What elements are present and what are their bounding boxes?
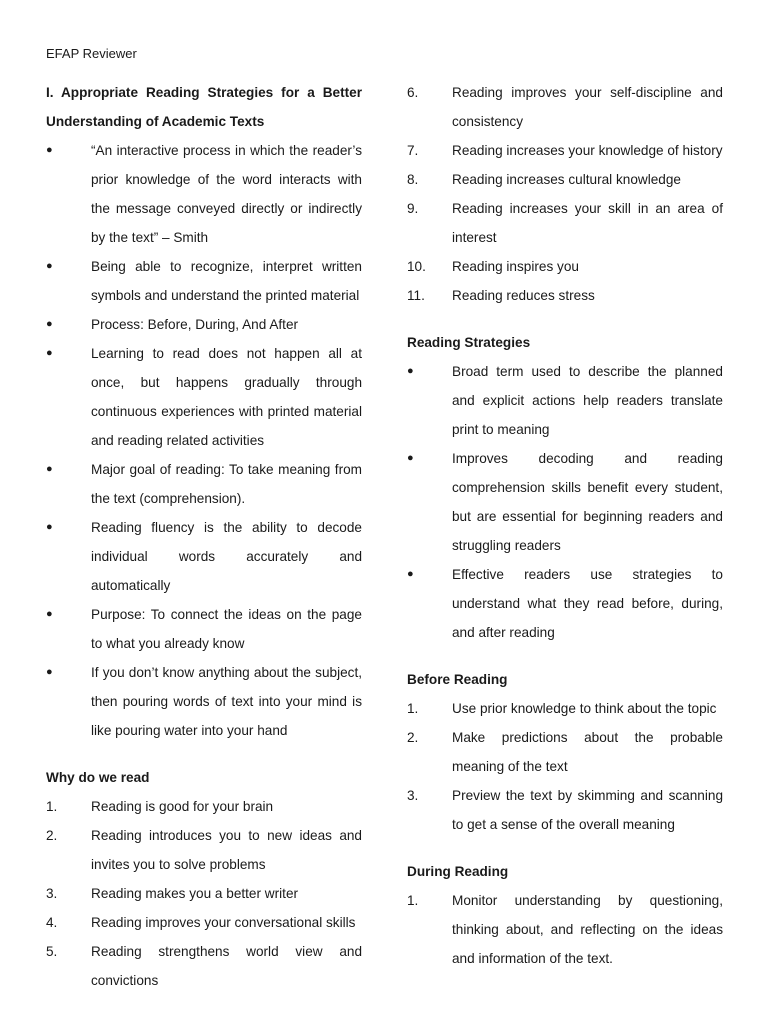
bullet-icon: ●: [46, 463, 53, 475]
section-title: I. Appropriate Reading Strategies for a Better Understanding of Academic Texts: [46, 85, 362, 129]
bullet-text: If you don’t know anything about the subject, then pouring words of text into your mind is like pouring water into your hand: [91, 665, 362, 738]
bullet-icon: ●: [407, 568, 414, 580]
bullet-item: [46, 658, 362, 745]
list-item: [407, 252, 723, 281]
list-item: [407, 723, 723, 781]
during-reading-list: [407, 886, 723, 973]
bullet-icon: ●: [46, 318, 53, 330]
item-text: Reading reduces stress: [452, 288, 595, 303]
list-item: [407, 136, 723, 165]
item-text: Use prior knowledge to think about the topic: [452, 701, 717, 716]
bullet-item: [407, 444, 723, 560]
bullet-icon: ●: [46, 144, 53, 156]
item-text: Reading improves your conversational skills: [91, 915, 356, 930]
item-text: Preview the text by skimming and scanning to get a sense of the overall meaning: [452, 788, 723, 832]
bullet-text: Improves decoding and reading comprehension skills benefit every student, but are essential for beginning readers and struggling readers: [452, 451, 723, 553]
bullet-icon: ●: [46, 608, 53, 620]
bullet-text: Reading fluency is the ability to decode individual words accurately and automatically: [91, 520, 362, 593]
item-text: Reading strengthens world view and convictions: [91, 944, 362, 988]
left-column: [46, 78, 362, 995]
item-number: 7.: [407, 143, 419, 158]
during-reading-heading: During Reading: [407, 864, 509, 879]
item-number: 5.: [46, 944, 58, 959]
bullet-text: Process: Before, During, And After: [91, 317, 299, 332]
list-item: [46, 879, 362, 908]
item-text: Reading introduces you to new ideas and invites you to solve problems: [91, 828, 362, 872]
item-number: 9.: [407, 201, 419, 216]
bullet-icon: ●: [46, 347, 53, 359]
item-number: 3.: [407, 788, 419, 803]
item-number: 1.: [407, 701, 419, 716]
item-number: 8.: [407, 172, 419, 187]
list-item: [46, 908, 362, 937]
item-number: 1.: [46, 799, 58, 814]
why-read-list: [46, 792, 362, 995]
list-item: [407, 281, 723, 310]
item-number: 2.: [46, 828, 58, 843]
before-reading-heading: Before Reading: [407, 672, 508, 687]
item-text: Reading increases your knowledge of history: [452, 143, 723, 158]
bullet-icon: ●: [46, 260, 53, 272]
bullet-item: [46, 455, 362, 513]
definition-bullet-list: [46, 136, 362, 745]
bullet-item: [407, 357, 723, 444]
bullet-icon: ●: [46, 521, 53, 533]
list-item: [407, 694, 723, 723]
right-column: [407, 78, 723, 973]
item-number: 10.: [407, 259, 426, 274]
item-number: 4.: [46, 915, 58, 930]
item-text: Reading improves your self-discipline and consistency: [452, 85, 723, 129]
bullet-text: Broad term used to describe the planned and explicit actions help readers translate print to meaning: [452, 364, 723, 437]
bullet-item: [46, 600, 362, 658]
item-number: 1.: [407, 893, 419, 908]
bullet-text: Effective readers use strategies to understand what they read before, during, and after reading: [452, 567, 723, 640]
list-item: [46, 792, 362, 821]
reading-strategies-heading: Reading Strategies: [407, 335, 531, 350]
item-text: Reading inspires you: [452, 259, 579, 274]
bullet-text: Being able to recognize, interpret written symbols and understand the printed material: [91, 259, 362, 303]
bullet-text: Learning to read does not happen all at once, but happens gradually through continuous experiences with printed material and reading related activities: [91, 346, 362, 448]
list-item: [407, 781, 723, 839]
item-number: 6.: [407, 85, 419, 100]
item-number: 3.: [46, 886, 58, 901]
bullet-item: [46, 513, 362, 600]
item-number: 2.: [407, 730, 419, 745]
list-item: [407, 194, 723, 252]
bullet-item: [46, 252, 362, 310]
bullet-item: [46, 339, 362, 455]
bullet-item: [46, 310, 362, 339]
list-item: [46, 821, 362, 879]
item-text: Monitor understanding by questioning, thinking about, and reflecting on the ideas and information of the text.: [452, 893, 723, 966]
before-reading-list: [407, 694, 723, 839]
why-read-list-continued: [407, 78, 723, 310]
bullet-item: [407, 560, 723, 647]
item-text: Reading increases cultural knowledge: [452, 172, 681, 187]
bullet-text: Purpose: To connect the ideas on the page to what you already know: [91, 607, 362, 651]
bullet-icon: ●: [407, 452, 414, 464]
bullet-text: “An interactive process in which the reader’s prior knowledge of the word interacts with the message conveyed directly or indirectly by the text” – Smith: [91, 143, 362, 245]
bullet-text: Major goal of reading: To take meaning from the text (comprehension).: [91, 462, 362, 506]
item-text: Reading is good for your brain: [91, 799, 274, 814]
list-item: [407, 78, 723, 136]
item-text: Reading increases your skill in an area of interest: [452, 201, 723, 245]
reading-strategies-list: [407, 357, 723, 647]
list-item: [407, 886, 723, 973]
bullet-icon: ●: [46, 666, 53, 678]
document-header: EFAP Reviewer: [46, 46, 137, 61]
why-read-heading: Why do we read: [46, 770, 150, 785]
item-text: Make predictions about the probable meaning of the text: [452, 730, 723, 774]
item-number: 11.: [407, 288, 425, 303]
item-text: Reading makes you a better writer: [91, 886, 299, 901]
bullet-icon: ●: [407, 365, 414, 377]
bullet-item: [46, 136, 362, 252]
list-item: [46, 937, 362, 995]
list-item: [407, 165, 723, 194]
